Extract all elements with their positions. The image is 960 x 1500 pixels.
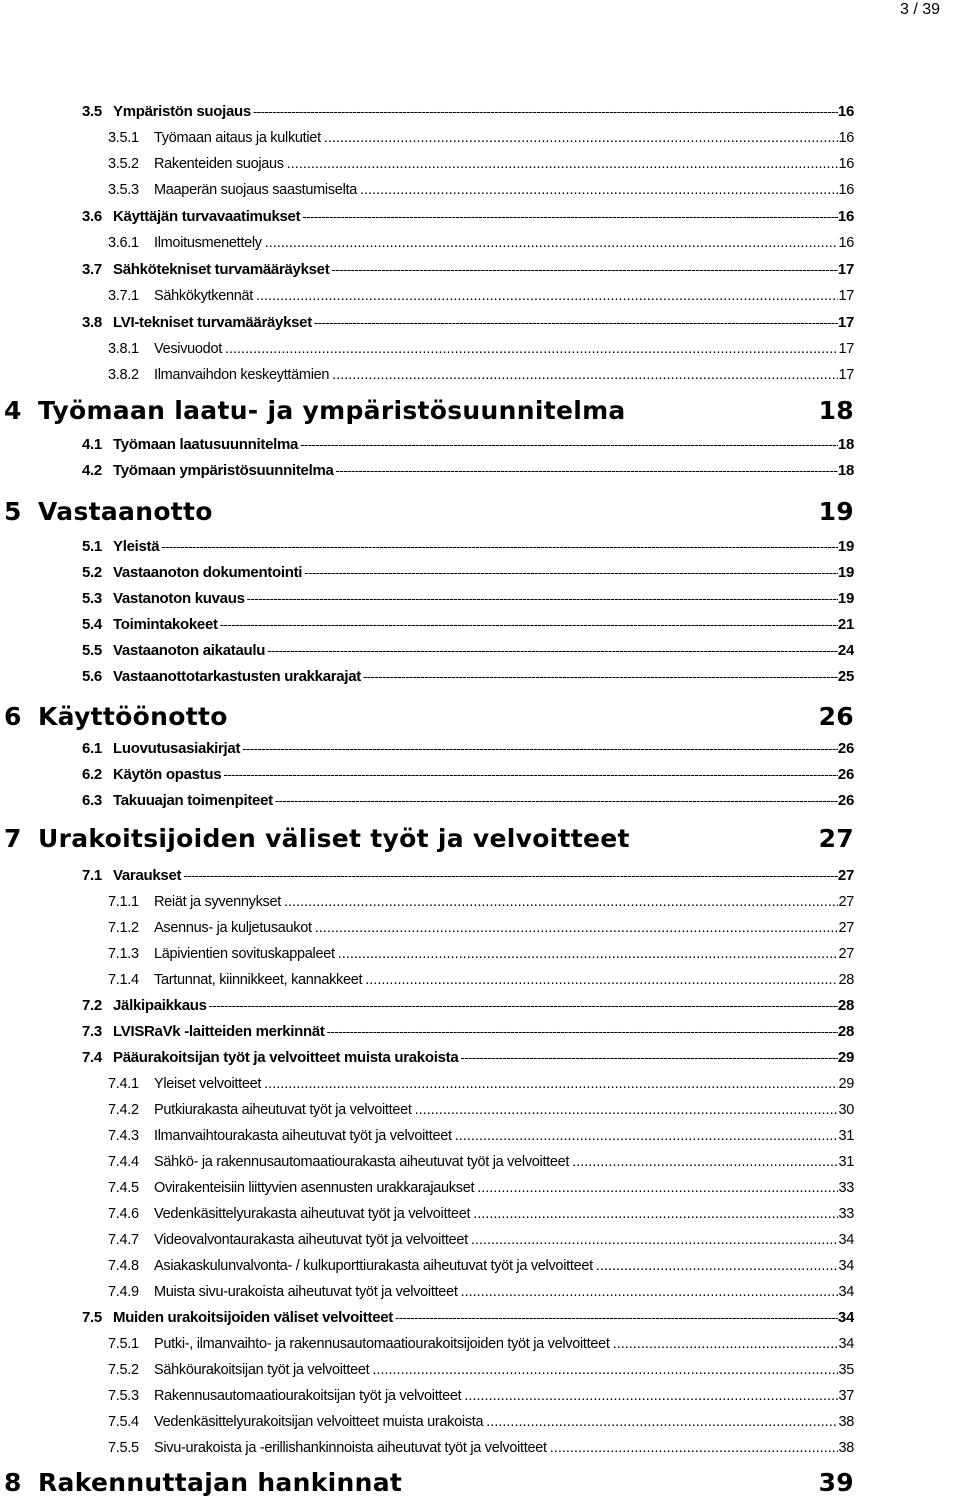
toc-entry-7-5[interactable] [82,1308,854,1328]
toc-entry-title: Reiät ja syvennykset [154,894,281,910]
toc-entry-number: 7.5.3 [108,1388,139,1404]
toc-entry-3-7-1[interactable] [108,286,854,306]
toc-entry-title: Yleiset velvoitteet [154,1076,262,1092]
toc-entry-title: Maaperän suojaus saastumiselta [154,182,357,198]
toc-entry-page: 19 [837,564,854,581]
toc-leader [207,996,838,1016]
toc-entry-page: 33 [838,1180,854,1196]
toc-entry-5[interactable] [4,495,854,529]
toc-entry-page: 33 [838,1206,854,1222]
toc-entry-number: 5.4 [82,616,102,633]
toc-entry-number: 7.5.2 [108,1362,139,1378]
toc-entry-3-8[interactable] [82,313,854,333]
toc-leader [245,589,838,609]
toc-entry-3-5-2[interactable] [108,154,854,174]
toc-leader [357,180,838,200]
toc-entry-page: 26 [818,702,854,731]
toc-entry-number: 7.1.3 [108,946,139,962]
toc-entry-title: Yleistä [113,538,160,555]
toc-entry-page: 16 [837,208,854,225]
toc-leader [468,1230,839,1250]
toc-leader [300,207,838,227]
toc-entry-title: LVI-tekniset turvamääräykset [113,314,312,331]
toc-entry-title: Käytön opastus [113,766,222,783]
toc-entry-3-6[interactable] [82,207,854,227]
toc-entry-title: Työmaan laatu- ja ympäristösuunnitelma [38,396,626,425]
toc-leader [458,1048,838,1068]
toc-entry-number: 7.1.4 [108,972,139,988]
toc-entry-title: Videovalvontaurakasta aiheutuvat työt ja velvoitteet [154,1232,468,1248]
toc-leader [483,1412,838,1432]
toc-entry-number: 3.5 [82,103,102,120]
toc-leader [334,461,838,481]
toc-entry-page: 34 [838,1336,854,1352]
toc-entry-page: 34 [838,1232,854,1248]
toc-entry-title: Vesivuodot [154,341,222,357]
toc-entry-number: 7.2 [82,997,102,1014]
toc-entry-6[interactable] [4,700,854,734]
toc-leader [474,1178,838,1198]
toc-entry-7-4-3[interactable] [108,1126,854,1146]
toc-entry-title: Muista sivu-urakoista aiheutuvat työt ja velvoitteet [154,1284,458,1300]
toc-entry-title: Putki-, ilmanvaihto- ja rakennusautomaatiourakoitsijoiden työt ja velvoitteet [154,1336,610,1352]
toc-entry-number: 3.7.1 [108,288,139,304]
toc-leader [281,892,838,912]
toc-entry-page: 27 [837,867,854,884]
toc-entry-7-4-2[interactable] [108,1100,854,1120]
toc-entry-page: 19 [818,497,854,526]
toc-entry-page: 16 [838,182,854,198]
toc-entry-page: 17 [838,288,854,304]
toc-entry-title: Ympäristön suojaus [113,103,251,120]
toc-entry-title: Vastaanoton aikataulu [113,642,266,659]
toc-entry-title: Sähkö- ja rakennusautomaatiourakasta aiheutuvat työt ja velvoitteet [154,1154,570,1170]
toc-entry-number: 7.1.2 [108,920,139,936]
toc-entry-7-4[interactable] [82,1048,854,1068]
toc-leader [470,1204,838,1224]
toc-leader [261,1074,838,1094]
toc-entry-page: 39 [818,1468,854,1497]
toc-leader [335,944,839,964]
toc-entry-page: 24 [837,642,854,659]
toc-entry-number: 4.1 [82,436,102,453]
toc-entry-number: 3.6 [82,208,102,225]
toc-entry-7-4-9[interactable] [108,1282,854,1302]
toc-entry-page: 29 [837,1049,854,1066]
toc-entry-page: 25 [837,668,854,685]
toc-entry-title: Putkiurakasta aiheutuvat työt ja velvoitteet [154,1102,412,1118]
toc-leader [262,233,839,253]
toc-entry-title: Urakoitsijoiden väliset työt ja velvoitteet [38,824,630,853]
toc-entry-page: 30 [838,1102,854,1118]
toc-entry-title: Luovutusasiakirjat [113,740,241,757]
toc-entry-page: 18 [837,462,854,479]
toc-entry-page: 34 [838,1284,854,1300]
toc-entry-page: 26 [837,792,854,809]
toc-entry-7-4-5[interactable] [108,1178,854,1198]
toc-entry-title: Varaukset [113,867,182,884]
toc-entry-3-7[interactable] [82,260,854,280]
toc-entry-page: 34 [837,1309,854,1326]
toc-entry-7-4-8[interactable] [108,1256,854,1276]
toc-entry-title: Ilmoitusmenettely [154,235,262,251]
toc-entry-title: Sähkötekniset turvamääräykset [113,261,330,278]
toc-leader [325,1022,838,1042]
toc-entry-title: Vedenkäsittelyurakasta aiheutuvat työt ja velvoitteet [154,1206,471,1222]
toc-entry-page: 27 [838,920,854,936]
toc-entry-number: 4.2 [82,462,102,479]
toc-entry-title: Työmaan aitaus ja kulkutiet [154,130,321,146]
toc-entry-5-3[interactable] [82,589,854,609]
toc-entry-page: 37 [838,1388,854,1404]
toc-entry-4[interactable] [4,394,854,428]
toc-entry-5-2[interactable] [82,563,854,583]
toc-entry-title: Käyttäjän turvavaatimukset [113,208,301,225]
toc-entry-7-4-7[interactable] [108,1230,854,1250]
toc-entry-title: Käyttöönotto [38,702,228,731]
toc-entry-5-1[interactable] [82,537,854,557]
toc-entry-number: 5 [4,497,22,526]
toc-entry-title: Työmaan ympäristösuunnitelma [113,462,334,479]
toc-entry-number: 3.5.1 [108,130,139,146]
toc-entry-number: 7.5.1 [108,1336,139,1352]
toc-entry-page: 28 [837,1023,854,1040]
toc-entry-page: 17 [838,367,854,383]
toc-entry-number: 5.3 [82,590,102,607]
toc-entry-4-2[interactable] [82,461,854,481]
toc-entry-page: 27 [838,946,854,962]
toc-entry-7-5-1[interactable] [108,1334,854,1354]
toc-leader [329,365,838,385]
toc-entry-title: Pääurakoitsijan työt ja velvoitteet muista urakoista [113,1049,459,1066]
toc-entry-title: Asennus- ja kuljetusaukot [154,920,312,936]
toc-leader [369,1360,838,1380]
toc-entry-7-1-4[interactable] [108,970,854,990]
toc-leader [221,765,838,785]
toc-entry-6-3[interactable] [82,791,854,811]
toc-leader [312,918,839,938]
toc-entry-7-1-2[interactable] [108,918,854,938]
toc-entry-page: 19 [837,538,854,555]
toc-entry-number: 3.5.2 [108,156,139,172]
toc-entry-number: 7 [4,824,22,853]
toc-entry-number: 5.5 [82,642,102,659]
toc-entry-number: 7.1.1 [108,894,139,910]
toc-entry-3-6-1[interactable] [108,233,854,253]
toc-entry-7-5-4[interactable] [108,1412,854,1432]
toc-entry-title: Ilmanvaihtourakasta aiheutuvat työt ja velvoitteet [154,1128,452,1144]
toc-entry-title: Asiakaskulunvalvonta- / kulkuporttiurakasta aiheutuvat työt ja velvoitteet [154,1258,593,1274]
toc-entry-7-4-4[interactable] [108,1152,854,1172]
toc-entry-page: 18 [837,436,854,453]
toc-entry-number: 4 [4,396,22,425]
toc-entry-7-5-2[interactable] [108,1360,854,1380]
toc-entry-number: 7.4.7 [108,1232,139,1248]
toc-entry-number: 7.1 [82,867,102,884]
toc-leader [362,970,838,990]
toc-entry-7[interactable] [4,822,854,856]
toc-entry-title: Ilmanvaihdon keskeyttämien [154,367,330,383]
toc-entry-title: Takuuajan toimenpiteet [113,792,273,809]
toc-entry-3-8-2[interactable] [108,365,854,385]
toc-entry-7-3[interactable] [82,1022,854,1042]
toc-entry-page: 19 [837,590,854,607]
toc-entry-title: Toimintakokeet [113,616,218,633]
toc-entry-page: 18 [818,396,854,425]
toc-entry-number: 7.4.1 [108,1076,139,1092]
toc-entry-number: 3.7 [82,261,102,278]
toc-entry-title: Työmaan laatusuunnitelma [113,436,299,453]
toc-entry-7-1-1[interactable] [108,892,854,912]
toc-leader [452,1126,839,1146]
toc-entry-8[interactable] [4,1466,854,1500]
toc-entry-page: 17 [838,341,854,357]
toc-leader [461,1386,838,1406]
toc-entry-number: 8 [4,1468,22,1497]
toc-entry-title: LVISRaVk -laitteiden merkinnät [113,1023,325,1040]
toc-entry-page: 29 [838,1076,854,1092]
toc-entry-page: 27 [838,894,854,910]
toc-entry-number: 7.5.5 [108,1440,139,1456]
toc-entry-number: 7.4.5 [108,1180,139,1196]
toc-leader [329,260,837,280]
toc-leader [458,1282,839,1302]
toc-entry-number: 6.3 [82,792,102,809]
toc-entry-page: 16 [838,156,854,172]
toc-entry-7-1[interactable] [82,866,854,886]
toc-entry-title: Vastaanotto [38,497,213,526]
toc-leader [222,339,839,359]
toc-entry-page: 38 [838,1440,854,1456]
toc-entry-number: 3.6.1 [108,235,139,251]
toc-entry-7-5-5[interactable] [108,1438,854,1458]
toc-entry-page: 16 [838,130,854,146]
toc-entry-7-4-6[interactable] [108,1204,854,1224]
toc-entry-3-5-1[interactable] [108,128,854,148]
toc-entry-title: Jälkipaikkaus [113,997,207,1014]
toc-entry-number: 7.4.9 [108,1284,139,1300]
toc-leader [273,791,838,811]
toc-leader [312,313,838,333]
toc-entry-3-5[interactable] [82,102,854,122]
toc-entry-page: 35 [838,1362,854,1378]
toc-entry-page: 16 [838,235,854,251]
toc-entry-number: 7.4 [82,1049,102,1066]
toc-leader [240,739,838,759]
toc-entry-title: Sähkökytkennät [154,288,253,304]
toc-entry-page: 17 [837,261,854,278]
toc-entry-title: Ovirakenteisiin liittyvien asennusten urakkarajaukset [154,1180,475,1196]
toc-entry-page: 31 [838,1154,854,1170]
toc-leader [159,537,838,557]
toc-leader [610,1334,839,1354]
toc-entry-page: 26 [837,740,854,757]
toc-entry-number: 5.6 [82,668,102,685]
toc-entry-number: 3.5.3 [108,182,139,198]
toc-entry-page: 34 [838,1258,854,1274]
toc-leader [412,1100,839,1120]
toc-leader [547,1438,839,1458]
toc-entry-6-1[interactable] [82,739,854,759]
toc-entry-title: Vedenkäsittelyurakoitsijan velvoitteet muista urakoista [154,1414,484,1430]
toc-entry-page: 17 [837,314,854,331]
toc-leader [218,615,838,635]
toc-leader [361,667,838,687]
toc-entry-3-5-3[interactable] [108,180,854,200]
toc-leader [284,154,839,174]
toc-entry-title: Rakennuttajan hankinnat [38,1468,403,1497]
toc-entry-page: 31 [838,1128,854,1144]
toc-entry-page: 16 [837,103,854,120]
toc-entry-number: 7.5.4 [108,1414,139,1430]
toc-entry-number: 6 [4,702,22,731]
toc-entry-5-5[interactable] [82,641,854,661]
toc-entry-number: 7.4.3 [108,1128,139,1144]
toc-entry-number: 5.1 [82,538,102,555]
toc-entry-page: 38 [838,1414,854,1430]
toc-entry-6-2[interactable] [82,765,854,785]
toc-leader [298,435,838,455]
toc-leader [265,641,838,661]
toc-entry-page: 28 [837,997,854,1014]
toc-entry-title: Läpivientien sovituskappaleet [154,946,335,962]
toc-entry-title: Vastaanoton dokumentointi [113,564,303,581]
toc-entry-7-1-3[interactable] [108,944,854,964]
toc-entry-4-1[interactable] [82,435,854,455]
toc-entry-number: 7.4.6 [108,1206,139,1222]
toc-leader [593,1256,839,1276]
toc-leader [569,1152,838,1172]
toc-leader [253,286,838,306]
toc-entry-7-4-1[interactable] [108,1074,854,1094]
page-indicator: 3 / 39 [899,1,940,18]
toc-entry-title: Rakenteiden suojaus [154,156,284,172]
toc-entry-number: 7.3 [82,1023,102,1040]
toc-entry-title: Muiden urakoitsijoiden väliset velvoitteet [113,1309,393,1326]
toc-entry-number: 3.8.1 [108,341,139,357]
toc-entry-title: Vastaanottotarkastusten urakkarajat [113,668,361,685]
toc-entry-number: 7.4.8 [108,1258,139,1274]
toc-entry-title: Sivu-urakoista ja -erillishankinnoista aiheutuvat työt ja velvoitteet [154,1440,547,1456]
toc-entry-7-5-3[interactable] [108,1386,854,1406]
toc-entry-5-6[interactable] [82,667,854,687]
toc-entry-number: 6.1 [82,740,102,757]
toc-entry-title: Tartunnat, kiinnikkeet, kannakkeet [154,972,363,988]
toc-leader [321,128,839,148]
toc-entry-number: 3.8 [82,314,102,331]
toc-entry-page: 21 [837,616,854,633]
toc-leader [181,866,838,886]
toc-entry-number: 7.4.4 [108,1154,139,1170]
toc-entry-page: 26 [837,766,854,783]
toc-entry-7-2[interactable] [82,996,854,1016]
toc-entry-page: 27 [818,824,854,853]
toc-leader [393,1308,838,1328]
toc-entry-title: Vastanoton kuvaus [113,590,245,607]
toc-entry-number: 7.4.2 [108,1102,139,1118]
toc-leader [251,102,838,122]
toc-entry-page: 28 [838,972,854,988]
toc-entry-number: 7.5 [82,1309,102,1326]
toc-leader [302,563,838,583]
toc-entry-title: Rakennusautomaatiourakoitsijan työt ja velvoitteet [154,1388,462,1404]
toc-entry-title: Sähköurakoitsijan työt ja velvoitteet [154,1362,370,1378]
toc-entry-3-8-1[interactable] [108,339,854,359]
toc-entry-5-4[interactable] [82,615,854,635]
toc-entry-number: 6.2 [82,766,102,783]
toc-entry-number: 5.2 [82,564,102,581]
toc-entry-number: 3.8.2 [108,367,139,383]
